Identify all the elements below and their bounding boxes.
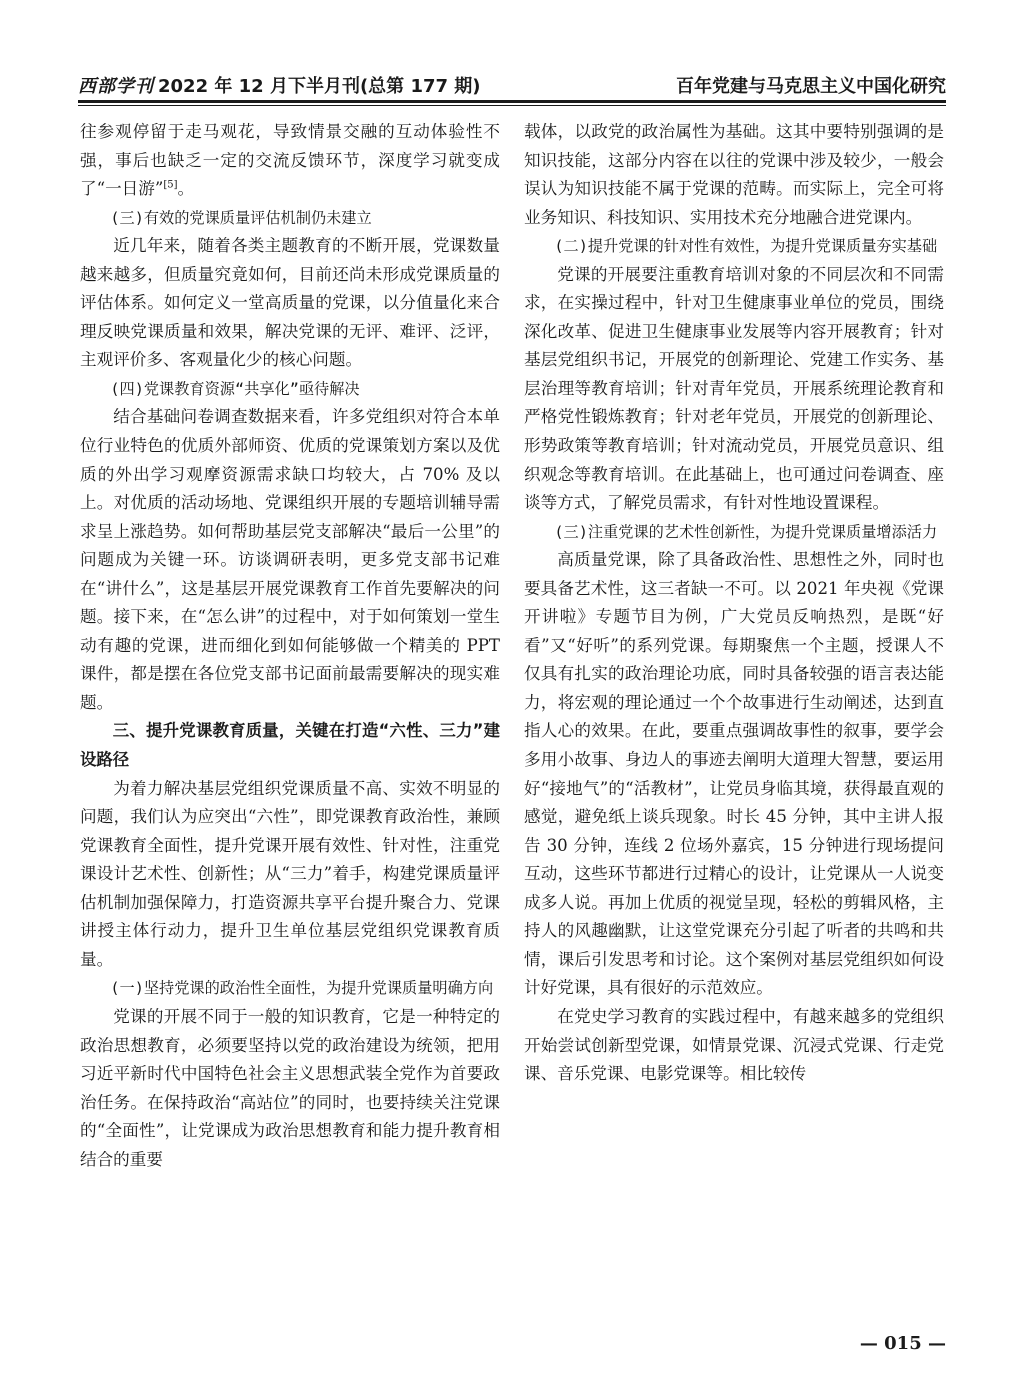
paragraph-text: 为着力解决基层党组织党课质量不高、实效不明显的问题，我们认为应突出“六性”，即党课教育政治性，兼顾党课教育全面性，提升党课开展有效性、针对性，注重党课设计艺术性、创新性；从“三力”着手，构建党课质量评估机制加强保障力，打造资源共享平台提升聚合力、党课讲授主体行动力，提升卫生单位基层党组织党课教育质量。 <box>80 778 500 969</box>
running-header <box>78 70 946 100</box>
subsection-heading <box>80 204 500 233</box>
issue-info: 2022 年 12 月下半月刊(总第 177 期) <box>158 76 481 97</box>
right-column <box>524 118 944 1089</box>
header-rule-thick <box>78 100 946 103</box>
left-column <box>80 118 500 1174</box>
body-paragraph <box>524 261 944 518</box>
section-title: 百年党建与马克思主义中国化研究 <box>676 76 946 97</box>
body-paragraph <box>524 1003 944 1089</box>
paragraph-text: (三)有效的党课质量评估机制仍未建立 <box>110 208 372 227</box>
subsection-heading <box>524 518 944 547</box>
body-paragraph <box>80 232 500 375</box>
body-paragraph <box>524 118 944 232</box>
body-paragraph <box>524 546 944 1003</box>
header-rule-thin <box>78 105 946 106</box>
paragraph-text: 高质量党课，除了具备政治性、思想性之外，同时也要具备艺术性，这三者缺一不可。以 2021 年央视《党课开讲啦》专题节目为例，广大党员反响热烈，是既“好看”又“好听”的系列党课。每期聚焦一个主题，授课人不仅具有扎实的政治理论功底，同时具备较强的语言表达能力，将宏观的理论通过一个个故事进行生动阐述，达到直指人心的效果。在此，要重点强调故事性的叙事，要学会多用小故事、身边人的事迹去阐明大道理大智慧，要运用好“接地气”的“活教材”，让党员身临其境，获得最直观的感觉，避免纸上谈兵现象。时长 45 分钟，其中主讲人报告 30 分钟，连线 2 位场外嘉宾，15 分钟进行现场提问互动，这些环节都进行过精心的设计，让党课从一人说变成多人说。再加上优质的视觉呈现，轻松的剪辑风格，主持人的风趣幽默，让这堂党课充分引起了听者的共鸣和共情，课后引发思考和讨论。这个案例对基层党组织如何设计好党课，具有很好的示范效应。 <box>524 550 944 998</box>
subsection-heading <box>80 375 500 404</box>
paragraph-text: 载体，以政党的政治属性为基础。这其中要特别强调的是知识技能，这部分内容在以往的党课中涉及较少，一般会误认为知识技能不属于党课的范畴。而实际上，完全可将业务知识、科技知识、实用技术充分地融合进党课内。 <box>524 122 944 227</box>
paragraph-text: (三)注重党课的艺术性创新性，为提升党课质量增添活力 <box>554 522 938 541</box>
journal-logo: 西部学刊 <box>78 76 154 97</box>
paragraph-tail: 。 <box>177 179 195 199</box>
paragraph-text: 党课的开展要注重教育培训对象的不同层次和不同需求，在实操过程中，针对卫生健康事业单位的党员，围绕深化改革、促进卫生健康事业发展等内容开展教育；针对基层党组织书记，开展党的创新理论、党建工作实务、基层治理等教育培训；针对青年党员，开展系统理论教育和严格党性锻炼教育；针对老年党员，开展党的创新理论、形势政策等教育培训；针对流动党员，开展党员意识、组织观念等教育培训。在此基础上，也可通过问卷调查、座谈等方式，了解党员需求，有针对性地设置课程。 <box>524 264 944 513</box>
subsection-heading <box>524 232 944 261</box>
paragraph-text: 往参观停留于走马观花，导致情景交融的互动体验性不强，事后也缺乏一定的交流反馈环节，深度学习就变成了“一日游” <box>80 122 500 199</box>
paragraph-text: 党课的开展不同于一般的知识教育，它是一种特定的政治思想教育，必须要坚持以党的政治建设为统领，把用习近平新时代中国特色社会主义思想武装全党作为首要政治任务。在保持政治“高站位”的同时，也要持续关注党课的“全面性”，让党课成为政治思想教育和能力提升教育相结合的重要 <box>80 1006 500 1169</box>
body-paragraph <box>80 1003 500 1174</box>
body-paragraph <box>80 403 500 717</box>
body-paragraph <box>80 118 500 204</box>
paragraph-text: 三、提升党课教育质量，关键在打造“六性、三力”建设路径 <box>80 721 500 770</box>
body-paragraph <box>80 775 500 975</box>
paragraph-text: 近几年来，随着各类主题教育的不断开展，党课数量越来越多，但质量究竟如何，目前还尚未形成党课质量的评估体系。如何定义一堂高质量的党课，以分值量化来合理反映党课质量和效果，解决党课的无评、难评、泛评，主观评价多、客观量化少的核心问题。 <box>80 236 500 370</box>
section-heading <box>80 717 500 774</box>
page-number: — 015 — <box>859 1333 946 1354</box>
paragraph-text: (四)党课教育资源“共享化”亟待解决 <box>110 379 360 398</box>
paragraph-text: (一)坚持党课的政治性全面性，为提升党课质量明确方向 <box>110 979 494 998</box>
paragraph-text: 在党史学习教育的实践过程中，有越来越多的党组织开始尝试创新型党课，如情景党课、沉浸式党课、行走党课、音乐党课、电影党课等。相比较传 <box>524 1006 944 1084</box>
subsection-heading <box>80 974 500 1003</box>
paragraph-text: (二)提升党课的针对性有效性，为提升党课质量夯实基础 <box>554 237 938 256</box>
citation-ref: [5] <box>163 179 178 191</box>
paragraph-text: 结合基础问卷调查数据来看，许多党组织对符合本单位行业特色的优质外部师资、优质的党课策划方案以及优质的外出学习观摩资源需求缺口均较大，占 70% 及以上。对优质的活动场地、党课组织开展的专题培训辅导需求呈上涨趋势。如何帮助基层党支部解决“最后一公里”的问题成为关键一环。访谈调研表明，更多党支部书记难在“讲什么”，这是基层开展党课教育工作首先要解决的问题。接下来，在“怎么讲”的过程中，对于如何策划一堂生动有趣的党课，进而细化到如何能够做一个精美的 PPT 课件，都是摆在各位党支部书记面前最需要解决的现实难题。 <box>80 407 500 712</box>
